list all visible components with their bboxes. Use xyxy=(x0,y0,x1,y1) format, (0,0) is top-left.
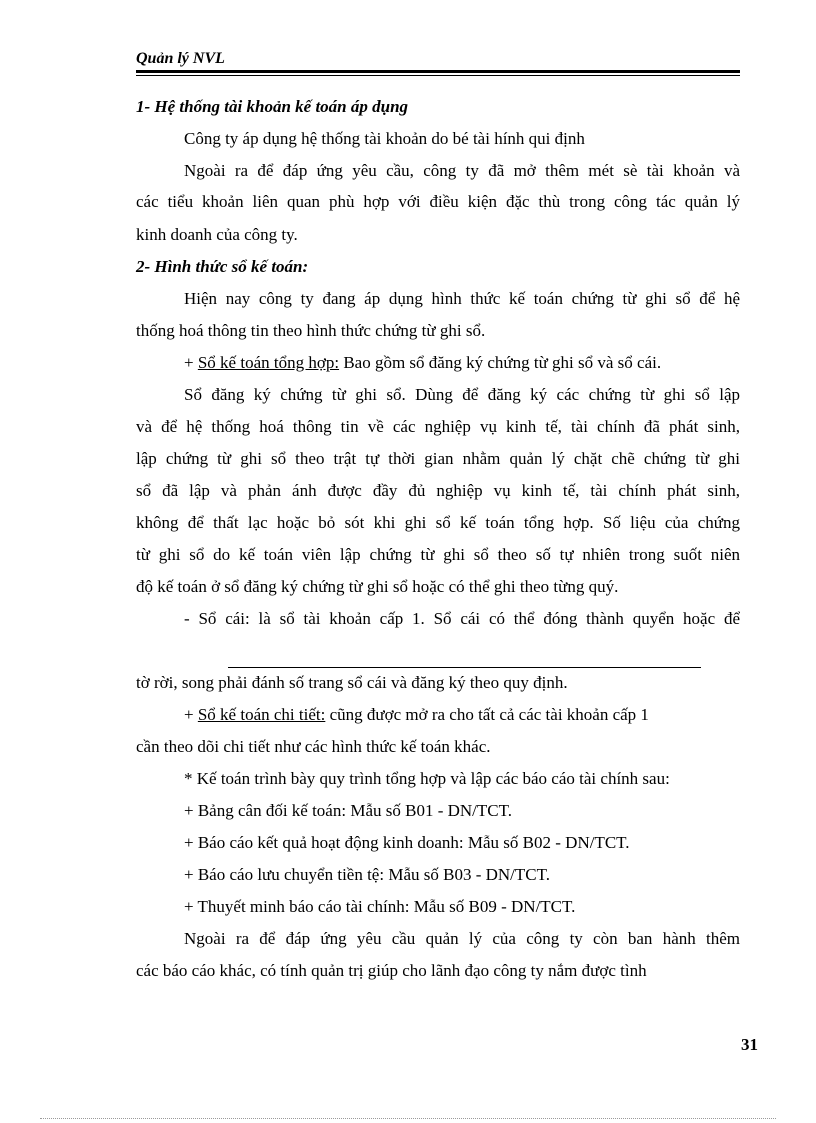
paragraph-line: từ ghi sổ do kế toán viên lập chứng từ ghi sổ theo số tự nhiên trong suốt niên xyxy=(136,545,740,564)
report-item: + Bảng cân đối kế toán: Mẫu số B01 - DN/TCT. xyxy=(184,801,512,820)
paragraph-line: cần theo dõi chi tiết như các hình thức kế toán khác. xyxy=(136,737,491,756)
general-ledger-label: Sổ kế toán tổng hợp: xyxy=(197,353,340,372)
section2-heading: 2- Hình thức sổ kế toán: xyxy=(136,257,309,276)
paragraph-line: các báo cáo khác, có tính quản trị giúp cho lãnh đạo công ty nắm được tình xyxy=(136,961,647,980)
section1-heading: 1- Hệ thống tài khoản kế toán áp dụng xyxy=(136,97,409,116)
page-break-rule xyxy=(228,667,701,668)
header-rule-thin xyxy=(136,75,740,76)
paragraph-line: Ngoài ra để đáp ứng yêu cầu, công ty đã mở thêm mét sè tài khoản và xyxy=(184,161,740,180)
paragraph-line: các tiểu khoản liên quan phù hợp với điều kiện đặc thù trong công tác quản lý xyxy=(136,192,740,211)
paragraph-line: độ kế toán ở sổ đăng ký chứng từ ghi sổ hoặc có thể ghi theo từng quý. xyxy=(136,577,619,596)
paragraph-line: sổ đã lập và phản ánh được đầy đủ nghiệp vụ kinh tế, tài chính phát sinh, xyxy=(136,481,740,500)
report-item: + Thuyết minh báo cáo tài chính: Mẫu số B09 - DN/TCT. xyxy=(184,897,576,916)
header-rule xyxy=(136,70,740,73)
paragraph-line: Công ty áp dụng hệ thống tài khoản do bé tài hính qui định xyxy=(184,129,585,148)
paragraph-line: Hiện nay công ty đang áp dụng hình thức kế toán chứng từ ghi sổ để hệ xyxy=(184,289,740,308)
running-header-title: Quản lý NVL xyxy=(136,50,225,67)
report-item: + Báo cáo lưu chuyển tiền tệ: Mẫu số B03 - DN/TCT. xyxy=(184,865,550,884)
paragraph-line: và để hệ thống hoá thông tin về các nghiệp vụ kinh tế, tài chính đã phát sinh, xyxy=(136,417,740,436)
paragraph-line: - Sổ cái: là sổ tài khoản cấp 1. Sổ cái có thể đóng thành quyển hoặc để xyxy=(184,609,740,628)
paragraph-line: thống hoá thông tin theo hình thức chứng từ ghi sổ. xyxy=(136,321,486,340)
detail-ledger-item: + Sổ kế toán chi tiết: cũng được mở ra cho tất cả các tài khoản cấp 1 xyxy=(184,705,649,724)
paragraph-line: kinh doanh của công ty. xyxy=(136,225,298,244)
paragraph-line: không để thất lạc hoặc bỏ sót khi ghi sổ kế toán tổng hợp. Số liệu của chứng xyxy=(136,513,740,532)
report-item: + Báo cáo kết quả hoạt động kinh doanh: Mẫu số B02 - DN/TCT. xyxy=(184,833,630,852)
paragraph-line: tờ rời, song phải đánh số trang sổ cái và đăng ký theo quy định. xyxy=(136,673,568,692)
page-bottom-border xyxy=(40,1118,776,1119)
paragraph-line: Sổ đăng ký chứng từ ghi sổ. Dùng để đăng ký các chứng từ ghi sổ lập xyxy=(184,385,740,404)
detail-ledger-label: Sổ kế toán chi tiết: xyxy=(197,705,326,724)
page-number: 31 xyxy=(741,1035,758,1054)
paragraph-line: Ngoài ra để đáp ứng yêu cầu quản lý của công ty còn ban hành thêm xyxy=(184,929,740,948)
reports-intro: * Kế toán trình bày quy trình tổng hợp và lập các báo cáo tài chính sau: xyxy=(184,769,670,788)
paragraph-line: lập chứng từ ghi sổ theo trật tự thời gian nhằm quản lý chặt chẽ chứng từ ghi xyxy=(136,449,740,468)
general-ledger-item: + Sổ kế toán tổng hợp: Bao gồm sổ đăng ký chứng từ ghi sổ và sổ cái. xyxy=(184,353,662,372)
